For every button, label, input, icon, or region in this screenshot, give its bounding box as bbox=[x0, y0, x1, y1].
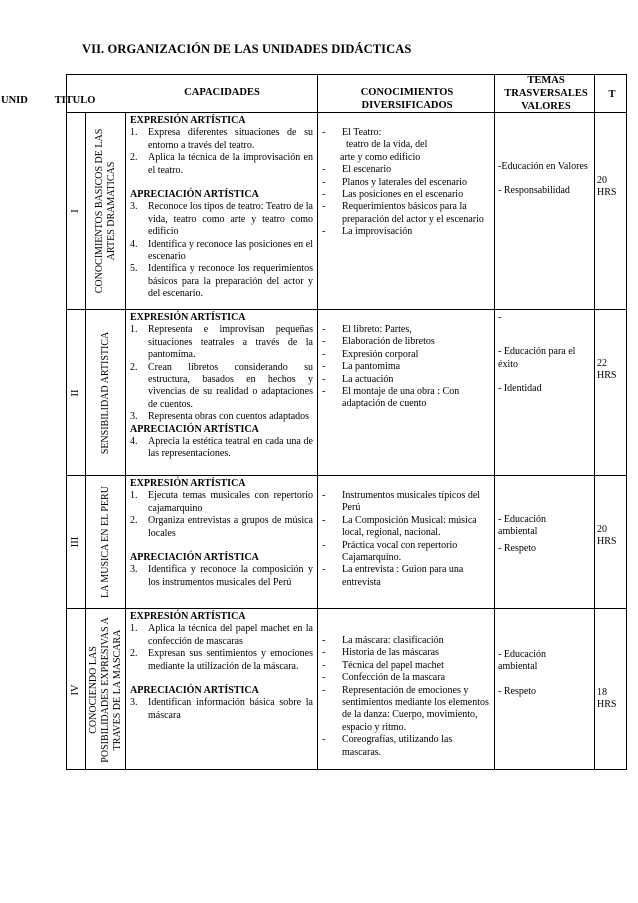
item-number: 1. bbox=[130, 490, 138, 502]
item-text: Expresa diferentes situaciones de su entorno a través del teatro. bbox=[148, 127, 313, 151]
unit-number-cell bbox=[67, 310, 85, 475]
capacidad-item bbox=[130, 564, 313, 589]
dash: - bbox=[322, 647, 326, 659]
dash: - bbox=[322, 672, 326, 684]
capacidad-item bbox=[130, 515, 313, 540]
item-text: Planos y laterales del escenario bbox=[342, 176, 467, 188]
conocimiento-item bbox=[320, 127, 492, 139]
capacidad-item bbox=[130, 324, 313, 361]
dash: - bbox=[322, 659, 326, 671]
temas-cell bbox=[495, 609, 594, 770]
hours-unit: HRS bbox=[597, 370, 617, 382]
conocimientos-cell bbox=[318, 609, 494, 770]
item-text: Identifica y reconoce los requerimientos básicos para la preparación del actor y del escenario. bbox=[148, 263, 313, 300]
header-temas-line2: TRASVERSALES bbox=[504, 88, 588, 99]
section-expresion: EXPRESIÓN ARTÍSTICA bbox=[130, 478, 246, 489]
item-text: Aplica la técnica del papel machet en la confección de mascaras bbox=[148, 623, 313, 647]
hours-cell bbox=[595, 113, 628, 309]
capacidad-item bbox=[130, 127, 313, 152]
item-text: Elaboración de libretos bbox=[342, 336, 435, 348]
header-conocimientos bbox=[319, 86, 495, 112]
item-text: Requerimientos básicos para la preparación del actor y el escenario bbox=[342, 201, 484, 225]
item-number: 3. bbox=[130, 411, 138, 423]
item-number: 2. bbox=[130, 515, 138, 527]
unit-title-cell bbox=[86, 476, 125, 608]
section-expresion: EXPRESIÓN ARTÍSTICA bbox=[130, 611, 246, 622]
hours-number: 20 bbox=[597, 175, 607, 186]
dash: - bbox=[322, 348, 326, 360]
hours-cell bbox=[595, 476, 628, 608]
conocimiento-item bbox=[320, 361, 492, 373]
item-text: arte y como edificio bbox=[340, 151, 421, 163]
tema-item: - Educación para el éxito bbox=[498, 346, 576, 370]
conocimiento-item bbox=[320, 540, 492, 565]
item-text: La máscara: clasificación bbox=[342, 635, 444, 646]
unit-number: IV bbox=[70, 683, 81, 696]
item-text: teatro de la vida, del bbox=[346, 139, 428, 151]
item-text: Organiza entrevistas a grupos de música locales bbox=[148, 515, 313, 539]
item-text: Expresión corporal bbox=[342, 348, 419, 360]
dash: - bbox=[322, 490, 326, 501]
dash: - bbox=[322, 564, 326, 576]
tema-item: -Educación en Valores bbox=[498, 161, 588, 172]
unit-title bbox=[100, 486, 112, 598]
item-text: La Composición Musical: música local, regional, nacional. bbox=[342, 514, 477, 539]
conocimientos-cell bbox=[318, 113, 494, 309]
unit-row bbox=[67, 609, 626, 770]
item-number: 4. bbox=[130, 436, 138, 448]
unit-title-line1: CONOCIMIENTOS BASICOS DE LAS bbox=[93, 128, 105, 294]
item-number: 2. bbox=[130, 648, 138, 660]
unit-row bbox=[67, 476, 626, 609]
hours-number: 20 bbox=[597, 524, 607, 535]
dash: - bbox=[322, 734, 326, 746]
item-text: El Teatro: bbox=[342, 127, 382, 138]
hours-cell bbox=[595, 310, 628, 475]
conocimiento-item bbox=[320, 177, 492, 189]
conocimiento-item bbox=[320, 635, 492, 647]
tema-item: - Educación ambiental bbox=[498, 514, 547, 538]
conocimiento-item bbox=[320, 564, 492, 589]
item-text: Práctica vocal con repertorio Cajamarquino. bbox=[342, 539, 458, 564]
item-text: Historia de las máscaras bbox=[342, 647, 439, 659]
conocimiento-item bbox=[320, 324, 492, 336]
unit-row bbox=[67, 113, 626, 310]
dash: - bbox=[322, 386, 326, 398]
unit-title bbox=[100, 331, 112, 453]
hours-unit: HRS bbox=[597, 699, 617, 711]
tema-item: - Respeto bbox=[498, 685, 537, 697]
item-text: Expresan sus sentimientos y emociones mediante la utilización de la máscara. bbox=[148, 648, 313, 672]
conocimiento-item bbox=[320, 734, 492, 759]
conocimiento-item bbox=[320, 226, 492, 238]
hours-unit: HRS bbox=[597, 536, 617, 548]
item-text: Confección de la mascara bbox=[342, 672, 446, 684]
unit-number-cell bbox=[67, 609, 85, 770]
unit-title bbox=[94, 129, 118, 294]
item-number: 3. bbox=[130, 697, 138, 709]
conocimiento-item bbox=[320, 152, 492, 164]
unit-title-cell bbox=[86, 609, 125, 770]
tema-item: - Educación ambiental bbox=[498, 649, 547, 673]
temas-cell bbox=[495, 476, 594, 608]
dash: - bbox=[322, 189, 326, 201]
unit-number: III bbox=[70, 536, 81, 548]
conocimiento-item bbox=[320, 647, 492, 659]
item-text: Representa obras con cuentos adaptados bbox=[148, 411, 310, 423]
capacidades-cell bbox=[126, 310, 317, 475]
header-conocimientos-line1: CONOCIMIENTOS bbox=[360, 87, 454, 98]
hours-unit: HRS bbox=[597, 187, 617, 199]
item-text: Identifica y reconoce la composición y los instrumentos musicales del Perú bbox=[148, 564, 313, 588]
item-text: Crean libretos considerando su estructura, basados en hechos y vivencias de su realidad o adaptaciones de cuentos. bbox=[148, 361, 313, 410]
dash: - bbox=[322, 373, 326, 385]
hours-number: 18 bbox=[597, 687, 607, 698]
unit-title-line2: POSIBILIDADES EXPRESIVAS A bbox=[99, 616, 111, 763]
item-text: Identifica y reconoce las posiciones en el escenario bbox=[148, 238, 313, 263]
header-temas-line3: VALORES bbox=[521, 101, 571, 112]
item-text: El montaje de una obra : Con adaptación de cuento bbox=[342, 386, 460, 410]
conocimiento-item bbox=[320, 672, 492, 684]
conocimiento-item bbox=[320, 336, 492, 348]
header-titulo: TITULO bbox=[54, 95, 96, 106]
capacidad-item bbox=[130, 648, 313, 673]
item-text: La actuación bbox=[342, 373, 394, 385]
section-apreciacion: APRECIACIÓN ARTÍSTICA bbox=[130, 423, 259, 435]
item-text: Aprecia la estética teatral en cada una de las representaciones. bbox=[148, 436, 313, 460]
unit-title-line3: TRAVES DE LA MASCARA bbox=[111, 629, 123, 750]
hours-number: 22 bbox=[597, 358, 607, 369]
item-number: 1. bbox=[130, 127, 138, 139]
item-number: 3. bbox=[130, 564, 138, 576]
dash: - bbox=[322, 201, 326, 213]
unit-title-cell bbox=[86, 113, 125, 309]
tema-item: - Responsabilidad bbox=[498, 185, 570, 197]
item-text: Representa e improvisan pequeñas situaciones teatrales a través de la pantomima. bbox=[148, 324, 313, 361]
conocimientos-cell bbox=[318, 310, 494, 475]
section-apreciacion: APRECIACIÓN ARTÍSTICA bbox=[130, 189, 259, 201]
section-expresion: EXPRESIÓN ARTÍSTICA bbox=[130, 312, 246, 323]
dash: - bbox=[322, 226, 326, 238]
header-temas-line1: TEMAS bbox=[527, 75, 565, 86]
header-t: T bbox=[608, 89, 616, 100]
capacidades-cell bbox=[126, 609, 317, 770]
capacidad-item bbox=[130, 201, 313, 238]
hours-cell bbox=[595, 609, 628, 770]
unit-number: II bbox=[70, 389, 81, 396]
conocimiento-item bbox=[320, 201, 492, 226]
table-header bbox=[1, 75, 626, 113]
dash: - bbox=[322, 539, 326, 551]
header-conocimientos-line2: DIVERSIFICADOS bbox=[361, 100, 453, 111]
item-text: Identifican información básica sobre la máscara bbox=[148, 697, 313, 721]
item-number: 2. bbox=[130, 152, 138, 164]
units-table bbox=[1, 74, 627, 770]
conocimiento-item bbox=[320, 660, 492, 672]
temas-cell bbox=[495, 310, 594, 475]
item-number: 3. bbox=[130, 201, 138, 213]
conocimiento-item bbox=[320, 164, 492, 176]
item-text: Aplica la técnica de la improvisación en el teatro. bbox=[148, 152, 313, 176]
dash: - bbox=[322, 635, 326, 646]
capacidad-item bbox=[130, 697, 313, 722]
unit-title-cell bbox=[86, 310, 125, 475]
conocimiento-item bbox=[320, 685, 492, 735]
capacidad-item bbox=[130, 436, 313, 461]
capacidad-item bbox=[130, 239, 313, 264]
item-text: El escenario bbox=[342, 164, 392, 176]
item-number: 2. bbox=[130, 361, 138, 373]
item-text: El libreto: Partes, bbox=[342, 324, 412, 335]
unit-title-line1: LA MUSICA EN EL PERU bbox=[99, 486, 111, 598]
section-apreciacion: APRECIACIÓN ARTÍSTICA bbox=[130, 685, 259, 697]
conocimiento-item bbox=[320, 374, 492, 386]
dash: - bbox=[322, 684, 326, 696]
header-capacidades: CAPACIDADES bbox=[184, 87, 260, 98]
tema-item: - Identidad bbox=[498, 383, 542, 395]
dash: - bbox=[322, 336, 326, 348]
capacidad-item bbox=[130, 623, 313, 648]
dash: - bbox=[322, 127, 326, 138]
unit-title-line1: SENSIBILIDAD ARTISTICA bbox=[99, 331, 111, 454]
item-text: La improvisación bbox=[342, 226, 413, 238]
section-apreciacion: APRECIACIÓN ARTÍSTICA bbox=[130, 552, 259, 564]
capacidad-item bbox=[130, 263, 313, 300]
section-heading: VII. ORGANIZACIÓN DE LAS UNIDADES DIDÁCTICAS bbox=[82, 42, 412, 56]
conocimiento-item bbox=[320, 139, 492, 151]
item-text: Técnica del papel machet bbox=[342, 659, 444, 671]
unit-number: I bbox=[70, 209, 81, 213]
item-number: 5. bbox=[130, 263, 138, 275]
dash: - bbox=[322, 514, 326, 526]
unit-row bbox=[67, 310, 626, 476]
item-text: Las posiciones en el escenario bbox=[342, 189, 464, 201]
item-text: La pantomima bbox=[342, 361, 401, 373]
capacidades-cell bbox=[126, 476, 317, 608]
conocimiento-item bbox=[320, 490, 492, 515]
item-text: La entrevista : Guion para una entrevista bbox=[342, 564, 464, 588]
conocimiento-item bbox=[320, 386, 492, 411]
conocimientos-cell bbox=[318, 476, 494, 608]
header-temas bbox=[495, 74, 597, 113]
capacidad-item bbox=[130, 411, 313, 423]
temas-cell bbox=[495, 113, 594, 309]
item-text: Coreografías, utilizando las mascaras. bbox=[342, 734, 453, 758]
unit-title-line2: ARTES DRAMATICAS bbox=[105, 161, 117, 261]
section-expresion: EXPRESIÓN ARTÍSTICA bbox=[130, 115, 246, 126]
capacidades-cell bbox=[126, 113, 317, 309]
conocimiento-item bbox=[320, 189, 492, 201]
tema-item: - bbox=[498, 312, 502, 323]
capacidad-item bbox=[130, 152, 313, 177]
item-text: Ejecuta temas musicales con repertorio cajamarquino bbox=[148, 490, 313, 514]
tema-item: - Respeto bbox=[498, 542, 537, 554]
dash: - bbox=[322, 324, 326, 335]
item-number: 4. bbox=[130, 238, 138, 250]
capacidad-item bbox=[130, 362, 313, 412]
dash: - bbox=[322, 176, 326, 188]
item-text: Reconoce los tipos de teatro: Teatro de la vida, teatro como arte y teatro como edificio bbox=[148, 201, 313, 238]
unit-title-line1: CONOCIENDO LAS bbox=[87, 645, 99, 734]
item-number: 1. bbox=[130, 324, 138, 336]
unit-number-cell bbox=[67, 476, 85, 608]
item-text: Representación de emociones y sentimientos mediante los elementos de la danza: Cuerpo, movimiento, espacio y ritmo. bbox=[342, 684, 489, 733]
capacidad-item bbox=[130, 490, 313, 515]
item-text: Instrumentos musicales típicos del Perú bbox=[342, 490, 481, 514]
item-number: 1. bbox=[130, 623, 138, 635]
unit-title bbox=[88, 617, 124, 762]
dash: - bbox=[322, 164, 326, 176]
header-unid: UNID bbox=[1, 95, 28, 106]
dash: - bbox=[322, 361, 326, 373]
conocimiento-item bbox=[320, 349, 492, 361]
conocimiento-item bbox=[320, 515, 492, 540]
unit-number-cell bbox=[67, 113, 85, 309]
